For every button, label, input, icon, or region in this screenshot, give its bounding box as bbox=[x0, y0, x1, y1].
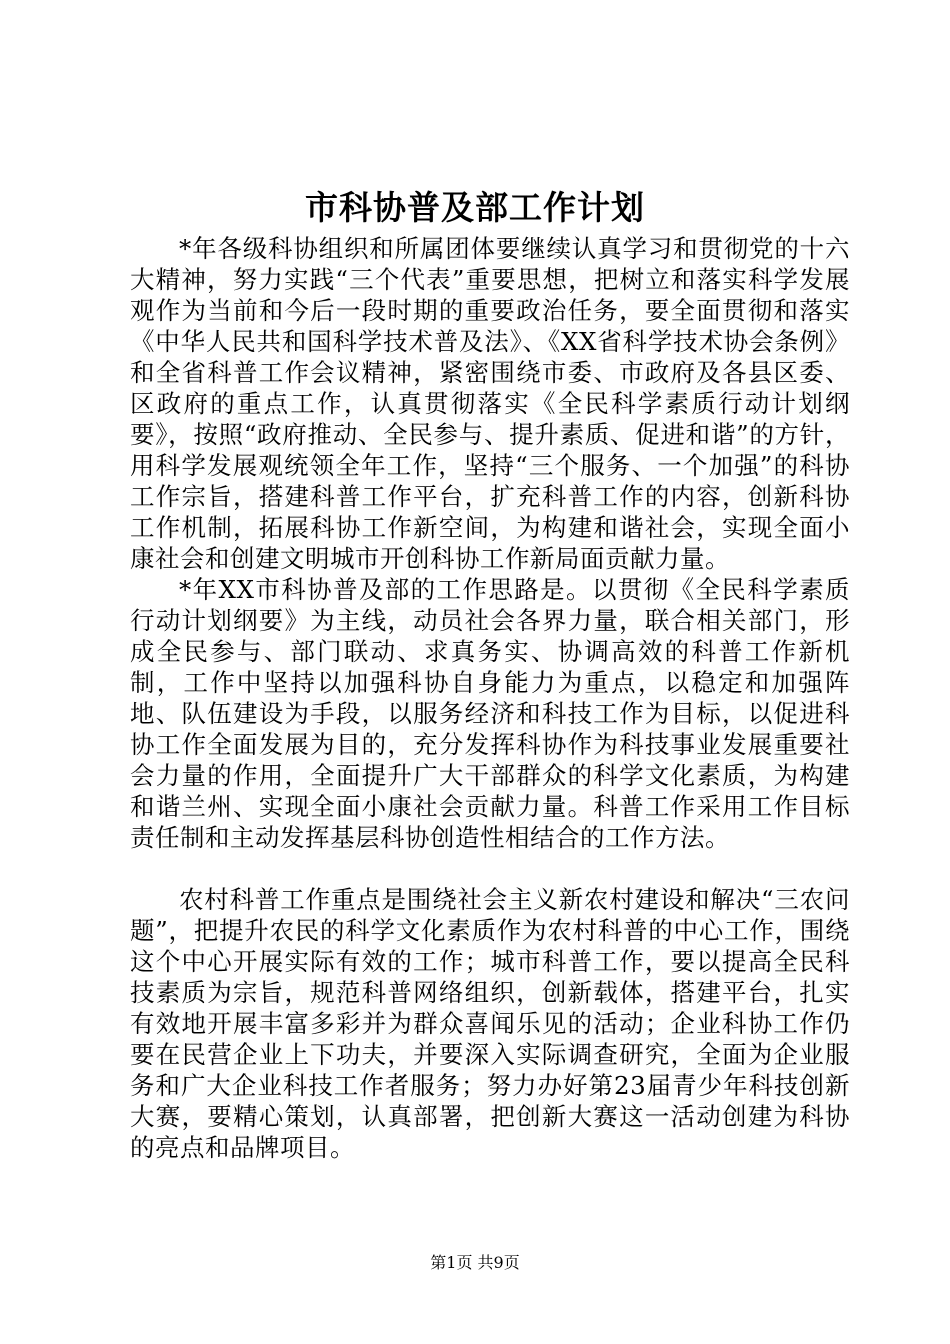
paragraph-3: 农村科普工作重点是围绕社会主义新农村建设和解决“三农问题”，把提升农民的科学文化素质作为农村科普的中心工作，围绕这个中心开展实际有效的工作；城市科普工作，要以提高全民科技素质为宗旨，规范科普网络组织，创新载体，搭建平台，扎实有效地开展丰富多彩并为群众喜闻乐见的活动；企业科协工作仍要在民营企业上下功夫，并要深入实际调查研究，全面为企业服务和广大企业科技工作者服务；努力办好第23届青少年科技创新大赛，要精心策划，认真部署，把创新大赛这一活动创建为科协的亮点和品牌项目。 bbox=[130, 885, 850, 1162]
paragraph-2: *年XX市科协普及部的工作思路是。以贯彻《全民科学素质行动计划纲要》为主线，动员社会各界力量，联合相关部门，形成全民参与、部门联动、求真务实、协调高效的科普工作新机制，工作中坚持以加强科协自身能力为重点，以稳定和加强阵地、队伍建设为手段，以服务经济和科技工作为目标，以促进科协工作全面发展为目的，充分发挥科协作为科技事业发展重要社会力量的作用，全面提升广大干部群众的科学文化素质，为构建和谐兰州、实现全面小康社会贡献力量。科普工作采用工作目标责任制和主动发挥基层科协创造性相结合的工作方法。 bbox=[130, 575, 850, 852]
document-title: 市科协普及部工作计划 bbox=[305, 188, 645, 227]
paragraph-1: *年各级科协组织和所属团体要继续认真学习和贯彻党的十六大精神，努力实践“三个代表”重要思想，把树立和落实科学发展观作为当前和今后一段时期的重要政治任务，要全面贯彻和落实《中华人民共和国科学技术普及法》、《XX省科学技术协会条例》和全省科普工作会议精神，紧密围绕市委、市政府及各县区委、区政府的重点工作，认真贯彻落实《全民科学素质行动计划纲要》，按照“政府推动、全民参与、提升素质、促进和谐”的方针，用科学发展观统领全年工作，坚持“三个服务、一个加强”的科协工作宗旨，搭建科普工作平台，扩充科普工作的内容，创新科协工作机制，拓展科协工作新空间，为构建和谐社会，实现全面小康社会和创建文明城市开创科协工作新局面贡献力量。 bbox=[130, 234, 850, 573]
document-body bbox=[130, 233, 850, 1163]
page-number-footer: 第1页 共9页 bbox=[430, 1253, 520, 1272]
